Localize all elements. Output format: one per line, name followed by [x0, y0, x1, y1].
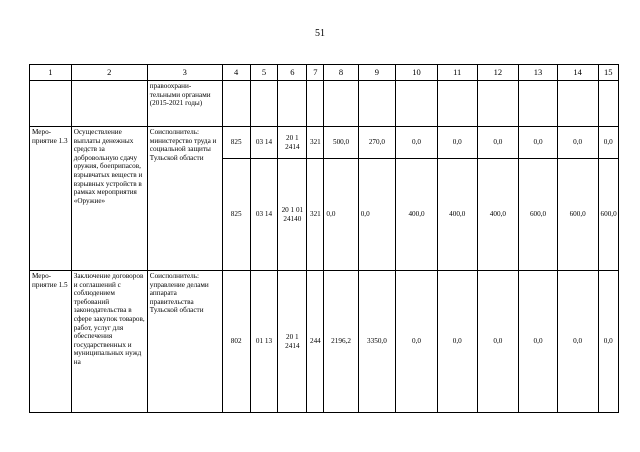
value-cell: 01 13: [250, 271, 278, 413]
value-cell: 0,0: [519, 271, 558, 413]
table-cell: [324, 81, 358, 127]
value-cell: 03 14: [250, 159, 278, 271]
table-cell: [222, 81, 250, 127]
header-cell: 8: [324, 65, 358, 81]
value-cell: 03 14: [250, 127, 278, 159]
header-cell: 6: [278, 65, 307, 81]
table-cell: [519, 81, 558, 127]
header-cell: 13: [519, 65, 558, 81]
description-cell: Заключение договоров и соглашений с соблюдением требований законодательства в сфере закупок товаров, работ, услуг для обеспечения государственных и муниципальных нужд на: [71, 271, 147, 413]
header-cell: 14: [557, 65, 598, 81]
header-cell: 10: [396, 65, 438, 81]
header-cell: 15: [598, 65, 619, 81]
table-cell: [557, 81, 598, 127]
value-cell: 600,0: [557, 159, 598, 271]
table-cell: [278, 81, 307, 127]
header-cell: 4: [222, 65, 250, 81]
value-cell: 400,0: [477, 159, 519, 271]
value-cell: 2196,2: [324, 271, 358, 413]
value-cell: 0,0: [358, 159, 395, 271]
value-cell: 270,0: [358, 127, 395, 159]
value-cell: 0,0: [598, 271, 619, 413]
table-cell: [307, 81, 324, 127]
page-number: 51: [315, 28, 325, 39]
header-cell: 1: [30, 65, 72, 81]
value-cell: 0,0: [557, 271, 598, 413]
value-cell: 0,0: [519, 127, 558, 159]
value-cell: 0,0: [557, 127, 598, 159]
header-row: [30, 65, 619, 81]
value-cell: 0,0: [324, 159, 358, 271]
table-row: [30, 127, 619, 159]
value-cell: 20 1 01 24140: [278, 159, 307, 271]
value-cell: 600,0: [598, 159, 619, 271]
value-cell: 802: [222, 271, 250, 413]
description-cell: Осуществление выплаты денежных средств за добровольную сдачу оружия, боеприпасов, взрывчатых веществ и взрывных устройств в рамках мероприятия «Оружие»: [71, 127, 147, 271]
value-cell: 0,0: [437, 127, 477, 159]
table-cell: [250, 81, 278, 127]
value-cell: 321: [307, 127, 324, 159]
value-cell: 600,0: [519, 159, 558, 271]
executor-cell: Соисполнитель: управление делами аппарата правительства Тульской области: [147, 271, 222, 413]
value-cell: 3350,0: [358, 271, 395, 413]
header-cell: 2: [71, 65, 147, 81]
measure-cell: Меро-приятие 1.3: [30, 127, 72, 271]
value-cell: 825: [222, 127, 250, 159]
header-cell: 9: [358, 65, 395, 81]
value-cell: 20 1 2414: [278, 127, 307, 159]
value-cell: 0,0: [598, 127, 619, 159]
value-cell: 0,0: [396, 127, 438, 159]
value-cell: 0,0: [437, 271, 477, 413]
header-cell: 5: [250, 65, 278, 81]
header-cell: 11: [437, 65, 477, 81]
header-cell: 3: [147, 65, 222, 81]
value-cell: 0,0: [477, 127, 519, 159]
value-cell: 321: [307, 159, 324, 271]
value-cell: 244: [307, 271, 324, 413]
table-cell: [71, 81, 147, 127]
measure-cell: Меро-приятие 1.5: [30, 271, 72, 413]
table-cell: [598, 81, 619, 127]
table-cell: [30, 81, 72, 127]
table-cell: [437, 81, 477, 127]
continuation-row: [30, 81, 619, 127]
value-cell: 0,0: [396, 271, 438, 413]
table-cell: [358, 81, 395, 127]
executor-cell: Соисполнитель: министерство труда и социальной защиты Тульской области: [147, 127, 222, 271]
header-cell: 12: [477, 65, 519, 81]
table-cell: [477, 81, 519, 127]
header-cell: 7: [307, 65, 324, 81]
value-cell: 500,0: [324, 127, 358, 159]
budget-table: [29, 64, 619, 413]
value-cell: 825: [222, 159, 250, 271]
table-cell: [396, 81, 438, 127]
executor-continuation-cell: правоохрани-тельными органами (2015-2021 годы): [147, 81, 222, 127]
table-row: [30, 271, 619, 413]
value-cell: 400,0: [437, 159, 477, 271]
value-cell: 0,0: [477, 271, 519, 413]
value-cell: 20 1 2414: [278, 271, 307, 413]
value-cell: 400,0: [396, 159, 438, 271]
